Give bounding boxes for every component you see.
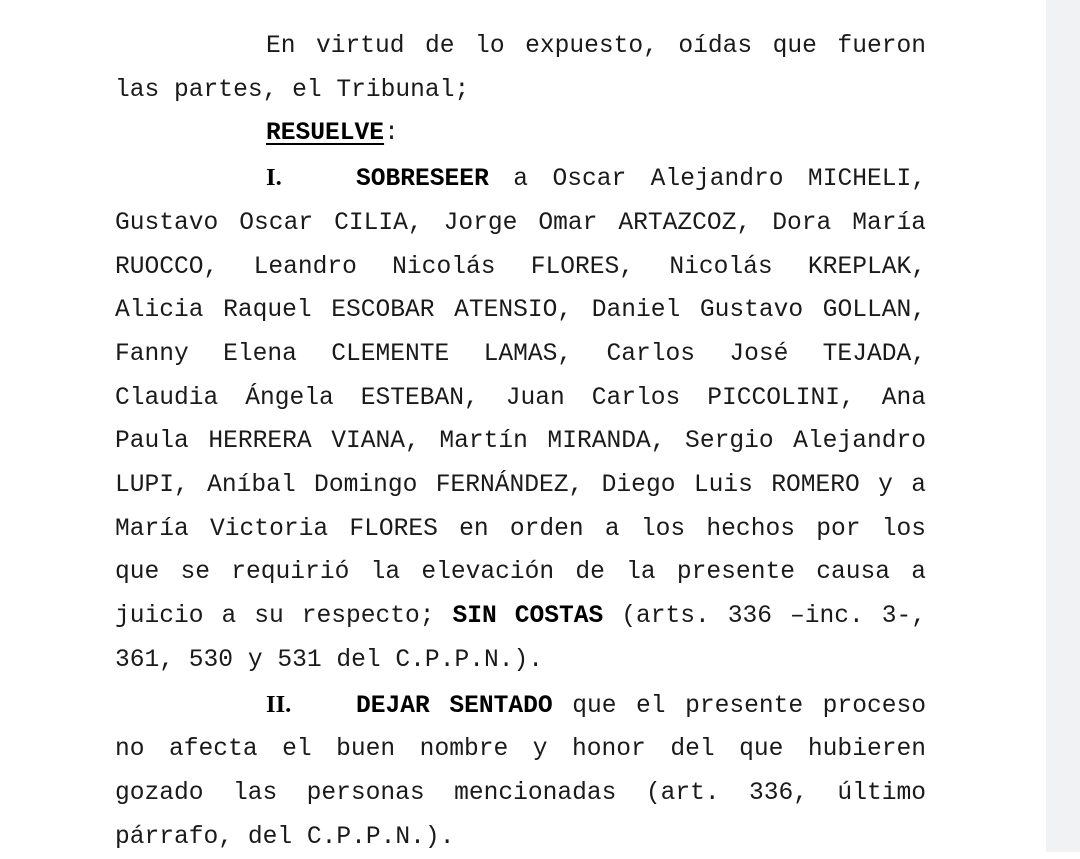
resolution-verb: DEJAR SENTADO xyxy=(356,692,553,720)
resolution-item-2 xyxy=(115,683,926,859)
resolution-body: a Oscar Alejandro MICHELI, Gustavo Oscar CILIA, Jorge Omar ARTAZCOZ, Dora María RUOCCO, Leandro Nicolás FLORES, Nicolás KREPLAK, Alicia Raquel ESCOBAR ATENSIO, Daniel Gustavo GOLLAN, Fanny Elena CLEMENTE LAMAS, Carlos José TEJADA, Claudia Ángela ESTEBAN, Juan Carlos PICCOLINI, Ana Paula HERRERA VIANA, Martín MIRANDA, Sergio Alejandro LUPI, Aníbal Domingo FERNÁNDEZ, Diego Luis ROMERO y a María Victoria FLORES en orden a los hechos por los que se requirió la elevación de la presente causa a juicio a su respecto; xyxy=(115,166,926,631)
resolve-heading-colon: : xyxy=(384,120,399,148)
resolution-citation: (arts. 336 –inc. 3-, 361, 530 y 531 del C.P.P.N.). xyxy=(115,603,926,674)
resolution-verb: SOBRESEER xyxy=(356,166,489,194)
viewer-gutter xyxy=(1046,0,1080,852)
resolution-numeral: II. xyxy=(266,690,292,718)
intro-paragraph xyxy=(115,25,926,112)
resolution-text xyxy=(115,25,926,859)
resolution-item-1 xyxy=(115,156,926,682)
resolve-heading xyxy=(115,112,926,156)
resolve-heading-word: RESUELVE xyxy=(266,120,385,148)
resolution-numeral: I. xyxy=(266,164,282,192)
costs-label: SIN COSTAS xyxy=(452,603,604,631)
resolution-body: que el presente proceso no afecta el buen nombre y honor del que hubieren gozado las personas mencionadas (art. 336, último párrafo, del C.P.P.N.). xyxy=(115,692,926,851)
intro-text: En virtud de lo expuesto, oídas que fueron las partes, el Tribunal; xyxy=(115,33,926,104)
